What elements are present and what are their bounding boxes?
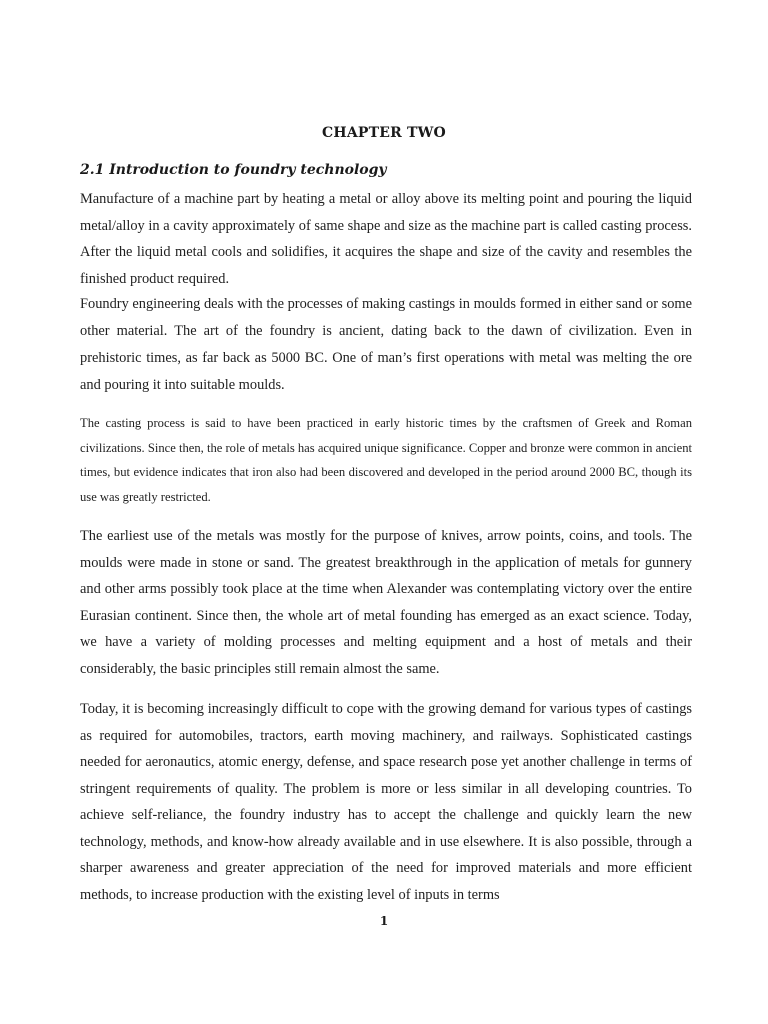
chapter-title: CHAPTER TWO [322, 125, 446, 141]
page-number: 1 [379, 914, 389, 928]
paragraph-modern-demand: Today, it is becoming increasingly difficult to cope with the growing demand for various types of castings as required for automobiles, tractors, earth moving machinery, and railways. Sophisticated castings needed for aeronautics, atomic energy, defense, and space research pose yet another challenge in terms of stringent requirements of quality. The problem is more or less similar in all developing countries. To achieve self-reliance, the foundry industry has to accept the challenge and quickly learn the new technology, methods, and know-how already available and in use elsewhere. It is also possible, through a sharper awareness and greater appreciation of the need for improved materials and more efficient methods, to increase production with the existing level of inputs in terms [80, 701, 692, 903]
paragraph-historic-casting: The casting process is said to have been practiced in early historic times by the craftsmen of Greek and Roman civilizations. Since then, the role of metals has acquired unique significance. Copper and bronze were common in ancient times, but evidence indicates that iron also had been discovered and developed in the period around 2000 BC, though its use was greatly restricted. [80, 416, 692, 504]
paragraph-casting-definition: Manufacture of a machine part by heating a metal or alloy above its melting point and pouring the liquid metal/alloy in a cavity approximately of same shape and size as the machine part is called casting process. After the liquid metal cools and solidifies, it acquires the shape and size of the cavity and resembles the finished product required. [80, 191, 692, 287]
section-heading: 2.1 Introduction to foundry technology [80, 162, 387, 178]
paragraph-earliest-use: The earliest use of the metals was mostly for the purpose of knives, arrow points, coins, and tools. The moulds were made in stone or sand. The greatest breakthrough in the application of metals for gunnery and other arms possibly took place at the time when Alexander was contemplating victory over the entire Eurasian continent. Since then, the whole art of metal founding has emerged as an exact science. Today, we have a variety of molding processes and melting equipment and a host of metals and their considerably, the basic principles still remain almost the same. [80, 528, 692, 677]
paragraph-foundry-engineering: Foundry engineering deals with the processes of making castings in moulds formed in either sand or some other material. The art of the foundry is ancient, dating back to the dawn of civilization. Even in prehistoric times, as far back as 5000 BC. One of man’s first operations with metal was melting the ore and pouring it into suitable moulds. [80, 296, 692, 393]
